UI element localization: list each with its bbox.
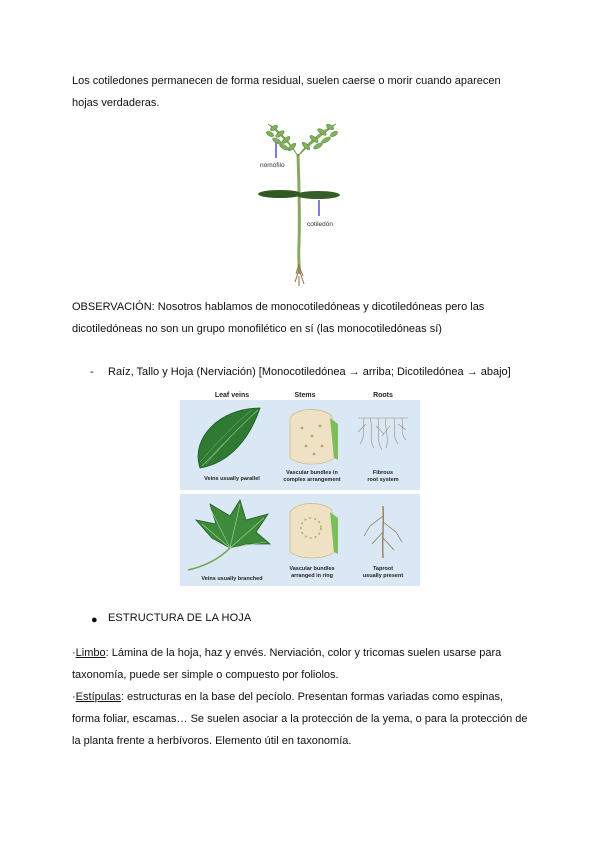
caption-vascular-ring-1: Vascular bundles — [289, 566, 335, 572]
monocot-stem — [290, 409, 338, 464]
caption-vascular-complex-1: Vascular bundles in — [286, 470, 338, 476]
paragraph-line: forma foliar, escamas… Se suelen asociar a la protección de la yema, o para la protección de — [72, 713, 528, 725]
term-limbo: Limbo — [75, 647, 106, 659]
caption-fibrous-1: Fibrous — [372, 470, 394, 476]
seedling-roots — [295, 264, 304, 286]
caption-fibrous-2: root system — [367, 477, 399, 483]
column-label-roots: Roots — [373, 392, 393, 399]
caption-vascular-complex-2: complex arrangement — [283, 477, 341, 483]
paragraph-line: Los cotiledones permanecen de forma residual, suelen caerse o morir cuando aparecen — [72, 75, 501, 87]
paragraph-line: : estructuras en la base del pecíolo. Presentan formas variadas como espinas, — [120, 691, 504, 703]
prefix-mark: · — [72, 647, 76, 659]
dicot-stem — [290, 503, 338, 558]
list-dash: - — [90, 366, 94, 378]
section-bullet: ● — [91, 614, 98, 626]
paragraph-line: hojas verdaderas. — [72, 97, 160, 109]
column-label-leaf-veins: Leaf veins — [214, 392, 250, 399]
caption-veins-parallel: Veins usually parallel — [204, 476, 260, 482]
paragraph-line: taxonomía, puede ser simple o compuesto por foliolos. — [72, 669, 339, 681]
paragraph-estipulas — [72, 686, 528, 752]
paragraph-line: dicotiledóneas no son un grupo monofilético en sí (las monocotiledóneas sí) — [72, 323, 442, 335]
term-estipulas: Estípulas — [75, 691, 121, 703]
paragraph-cotiledones — [72, 70, 528, 114]
seedling-figure — [250, 114, 350, 290]
caption-taproot-1: Taproot — [372, 566, 394, 572]
section-heading: ESTRUCTURA DE LA HOJA — [108, 612, 252, 624]
paragraph-line: OBSERVACIÓN: Nosotros hablamos de monocotiledóneas y dicotiledóneas pero las — [72, 301, 485, 313]
paragraph-observacion — [72, 296, 528, 340]
label-cotiledon: cotiledón — [307, 221, 334, 228]
caption-taproot-2: usually present — [362, 573, 404, 579]
paragraph-line: : Lámina de la hoja, haz y envés. Nerviación, color y tricomas suelen usarse para — [105, 647, 502, 659]
column-label-stems: Stems — [294, 392, 316, 399]
list-item-raiz-tallo-hoja: Raíz, Tallo y Hoja (Nerviación) [Monocotiledónea → arriba; Dicotiledónea → abajo] — [108, 366, 511, 378]
monocot-dicot-figure — [180, 388, 420, 588]
caption-veins-branched: Veins usually branched — [201, 576, 263, 582]
paragraph-limbo — [72, 642, 528, 686]
paragraph-line: la planta frente a herbívoros. Elemento útil en taxonomía. — [72, 735, 352, 747]
label-nomofilo: nomófilo — [260, 162, 285, 169]
prefix-mark: · — [72, 691, 76, 703]
seedling-stem — [298, 154, 299, 274]
caption-vascular-ring-2: arranged in ring — [291, 573, 333, 579]
